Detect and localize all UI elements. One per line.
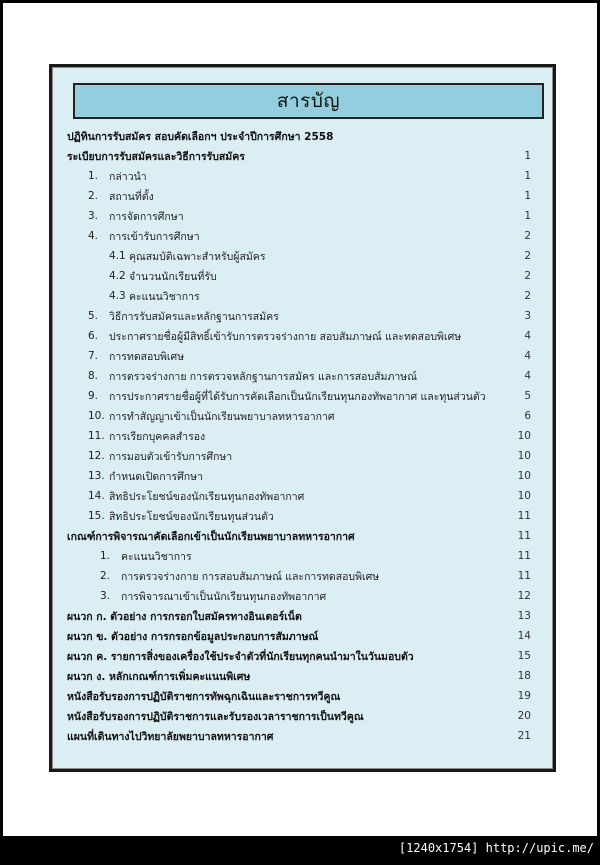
toc-page-number: 10	[517, 490, 531, 502]
toc-entry-label: ผนวก ก. ตัวอย่าง การกรอกใบสมัครทางอินเตอร์เน็ต	[67, 610, 302, 623]
toc-entry-number: 14.	[88, 490, 105, 502]
toc-page-number: 4	[524, 330, 531, 342]
watermark-text: [1240x1754] http://upic.me/	[398, 841, 594, 855]
toc-entry-label: การเรียกบุคคลสำรอง	[109, 430, 206, 443]
toc-entry-row	[52, 186, 553, 206]
toc-entry-label: กำหนดเปิดการศึกษา	[109, 470, 203, 483]
toc-page-number: 4	[524, 370, 531, 382]
toc-entry-number: 11.	[88, 430, 105, 442]
toc-entry-label: เกณฑ์การพิจารณาคัดเลือกเข้าเป็นนักเรียนพยาบาลทหารอากาศ	[67, 530, 355, 543]
toc-entry-row	[52, 386, 553, 406]
toc-entry-number: 6.	[88, 330, 99, 342]
toc-entry-label: จำนวนนักเรียนที่รับ	[129, 270, 217, 283]
toc-page-number: 2	[524, 250, 531, 262]
toc-entry-label: การตรวจร่างกาย การสอบสัมภาษณ์ และการทดสอบพิเศษ	[121, 570, 380, 583]
toc-entry-number: 4.1	[109, 250, 126, 262]
toc-entry-row	[52, 206, 553, 226]
toc-entry-number: 4.2	[109, 270, 126, 282]
toc-title-bar	[73, 83, 544, 119]
toc-page-number: 11	[517, 550, 531, 562]
toc-entry-label: คุณสมบัติเฉพาะสำหรับผู้สมัคร	[129, 250, 266, 263]
toc-entry-label: ผนวก ง. หลักเกณฑ์การเพิ่มคะแนนพิเศษ	[67, 670, 251, 683]
toc-entry-row	[52, 346, 553, 366]
toc-entry-label: ผนวก ข. ตัวอย่าง การกรอกข้อมูลประกอบการสัมภาษณ์	[67, 630, 319, 643]
toc-page-number: 4	[524, 350, 531, 362]
toc-section-row	[52, 146, 553, 166]
toc-entry-number: 15.	[88, 510, 105, 522]
toc-page-number: 11	[517, 530, 531, 542]
toc-section-row	[52, 646, 553, 666]
toc-section-row	[52, 706, 553, 726]
toc-page-number: 2	[524, 270, 531, 282]
toc-page-number: 10	[517, 450, 531, 462]
toc-entry-row	[52, 226, 553, 246]
toc-entry-row	[52, 406, 553, 426]
toc-title: สารบัญ	[276, 90, 341, 112]
toc-entry-row	[52, 306, 553, 326]
toc-entry-label: การพิจารณาเข้าเป็นนักเรียนทุนกองทัพอากาศ	[121, 590, 327, 603]
toc-entry-row	[52, 266, 553, 286]
toc-entry-number: 9.	[88, 390, 99, 402]
toc-page-number: 1	[524, 190, 531, 202]
toc-page-number: 10	[517, 430, 531, 442]
toc-page-number: 14	[517, 630, 531, 642]
toc-entry-label: สิทธิประโยชน์ของนักเรียนทุนส่วนตัว	[109, 510, 274, 523]
toc-entry-label: การจัดการศึกษา	[109, 210, 184, 223]
toc-entry-label: การประกาศรายชื่อผู้ที่ได้รับการคัดเลือกเป็นนักเรียนทุนกองทัพอากาศ และทุนส่วนตัว	[109, 390, 486, 403]
toc-entry-row	[52, 446, 553, 466]
toc-section-row	[52, 666, 553, 686]
toc-page-number: 1	[524, 170, 531, 182]
toc-entry-row	[52, 166, 553, 186]
toc-entry-number: 8.	[88, 370, 99, 382]
toc-entry-label: ระเบียบการรับสมัครและวิธีการรับสมัคร	[67, 150, 245, 163]
toc-entry-label: แผนที่เดินทางไปวิทยาลัยพยาบาลทหารอากาศ	[67, 730, 274, 743]
toc-page-number: 19	[517, 690, 531, 702]
toc-entry-label: การตรวจร่างกาย การตรวจหลักฐานการสมัคร และการสอบสัมภาษณ์	[109, 370, 417, 383]
toc-page-number: 2	[524, 290, 531, 302]
toc-entry-label: การเข้ารับการศึกษา	[109, 230, 200, 243]
toc-entry-number: 4.	[88, 230, 99, 242]
toc-page-number: 6	[524, 410, 531, 422]
table-of-contents-box	[49, 64, 556, 772]
toc-entry-label: ประกาศรายชื่อผู้มีสิทธิ์เข้ารับการตรวจร่างกาย สอบสัมภาษณ์ และทดสอบพิเศษ	[109, 330, 462, 343]
toc-page-number: 18	[517, 670, 531, 682]
toc-entry-number: 1.	[100, 550, 111, 562]
toc-entry-label: ผนวก ค. รายการสิ่งของเครื่องใช้ประจำตัวที่นักเรียนทุกคนนำมาในวันมอบตัว	[67, 650, 414, 663]
toc-section-row	[52, 606, 553, 626]
toc-entry-number: 13.	[88, 470, 105, 482]
toc-section-row	[52, 626, 553, 646]
toc-entry-label: คะแนนวิชาการ	[121, 550, 192, 563]
toc-page-number: 13	[517, 610, 531, 622]
toc-entry-label: การทำสัญญาเข้าเป็นนักเรียนพยาบาลทหารอากาศ	[109, 410, 335, 423]
toc-entry-row	[52, 366, 553, 386]
toc-entry-row	[52, 426, 553, 446]
toc-entry-row	[52, 326, 553, 346]
toc-page-number: 12	[517, 590, 531, 602]
toc-entry-label: การมอบตัวเข้ารับการศึกษา	[109, 450, 233, 463]
toc-section-row	[52, 526, 553, 546]
toc-entry-number: 4.3	[109, 290, 126, 302]
toc-entry-label: ปฏิทินการรับสมัคร สอบคัดเลือกฯ ประจำปีการศึกษา 2558	[67, 130, 334, 143]
toc-page-number: 3	[524, 310, 531, 322]
toc-entry-number: 2.	[100, 570, 111, 582]
toc-entry-label: สถานที่ตั้ง	[109, 190, 154, 203]
toc-entry-label: หนังสือรับรองการปฏิบัติราชการและรับรองเวลาราชการเป็นทวีคูณ	[67, 710, 364, 723]
toc-section-row	[52, 126, 553, 146]
toc-entry-row	[52, 246, 553, 266]
toc-entry-number: 5.	[88, 310, 99, 322]
toc-section-row	[52, 726, 553, 746]
toc-entry-number: 3.	[100, 590, 111, 602]
toc-entry-row	[52, 486, 553, 506]
toc-entry-number: 7.	[88, 350, 99, 362]
toc-entry-row	[52, 506, 553, 526]
toc-page-number: 20	[517, 710, 531, 722]
toc-page-number: 21	[517, 730, 531, 742]
toc-entry-label: สิทธิประโยชน์ของนักเรียนทุนกองทัพอากาศ	[109, 490, 305, 503]
toc-page-number: 1	[524, 210, 531, 222]
toc-page-number: 5	[524, 390, 531, 402]
toc-entry-row	[52, 286, 553, 306]
toc-page-number: 11	[517, 510, 531, 522]
toc-entry-label: กล่าวนำ	[109, 170, 147, 183]
toc-page-number: 2	[524, 230, 531, 242]
document-page	[3, 3, 597, 836]
toc-page-number: 11	[517, 570, 531, 582]
toc-entry-label: หนังสือรับรองการปฏิบัติราชการทัพฉุกเฉินและราชการทวีคูณ	[67, 690, 341, 703]
image-host-footer	[0, 836, 600, 865]
toc-entry-label: คะแนนวิชาการ	[129, 290, 200, 303]
toc-entry-row	[52, 466, 553, 486]
toc-entry-row	[52, 566, 553, 586]
toc-entry-label: วิธีการรับสมัครและหลักฐานการสมัคร	[109, 310, 279, 323]
toc-entry-row	[52, 586, 553, 606]
toc-page-number: 15	[517, 650, 531, 662]
toc-entry-number: 1.	[88, 170, 99, 182]
toc-entry-number: 12.	[88, 450, 105, 462]
toc-list	[52, 126, 553, 746]
toc-entry-number: 3.	[88, 210, 99, 222]
toc-page-number: 1	[524, 150, 531, 162]
toc-page-number: 10	[517, 470, 531, 482]
toc-page-number	[515, 126, 531, 146]
toc-entry-label: การทดสอบพิเศษ	[109, 350, 185, 363]
toc-section-row	[52, 686, 553, 706]
toc-entry-row	[52, 546, 553, 566]
toc-entry-number: 10.	[88, 410, 105, 422]
toc-entry-number: 2.	[88, 190, 99, 202]
